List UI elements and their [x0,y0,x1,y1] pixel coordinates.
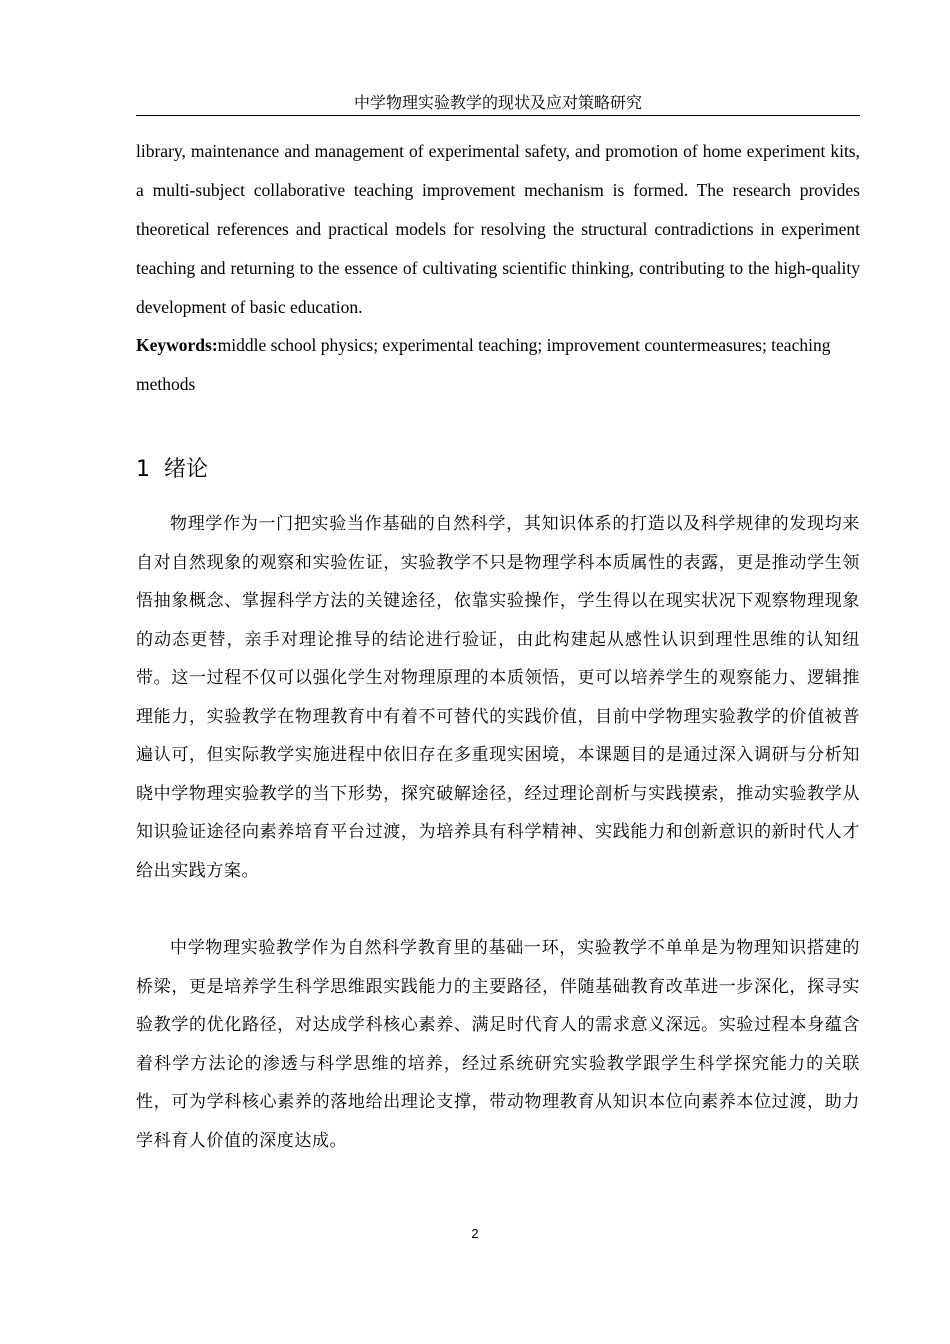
body-paragraph-2: 中学物理实验教学作为自然科学教育里的基础一环，实验教学不单单是为物理知识搭建的桥梁，更是培养学生科学思维跟实践能力的主要路径，伴随基础教育改革进一步深化，探寻实验教学的优化路径，对达成学科核心素养、满足时代育人的需求意义深远。实验过程本身蕴含着科学方法论的渗透与科学思维的培养，经过系统研究实验教学跟学生科学探究能力的关联性，可为学科核心素养的落地给出理论支撑，带动物理教育从知识本位向素养本位过渡，助力学科育人价值的深度达成。 [136,938,860,1151]
section-number: 1 [136,457,150,482]
abstract-english-continuation: library, maintenance and management of experimental safety, and promotion of home experiment kits, a multi-subject collaborative teaching improvement mechanism is formed. The research provides theoretical references and practical models for resolving the structural contradictions in experiment teaching and returning to the essence of cultivating scientific thinking, contributing to the high-quality development of basic education. [136,141,860,317]
keywords-line [136,326,860,404]
keywords-label: Keywords: [136,335,218,355]
section-title-text: 绪论 [164,457,209,482]
section-heading [136,452,208,488]
keywords-text: middle school physics; experimental teaching; improvement countermeasures; teaching methods [136,335,831,394]
running-header: 中学物理实验教学的现状及应对策略研究 [136,92,860,116]
body-paragraph-1: 物理学作为一门把实验当作基础的自然科学，其知识体系的打造以及科学规律的发现均来自对自然现象的观察和实验佐证，实验教学不只是物理学科本质属性的表露，更是推动学生领悟抽象概念、掌握科学方法的关键途径，依靠实验操作，学生得以在现实状况下观察物理现象的动态更替，亲手对理论推导的结论进行验证，由此构建起从感性认识到理性思维的认知纽带。这一过程不仅可以强化学生对物理原理的本质领悟，更可以培养学生的观察能力、逻辑推理能力，实验教学在物理教育中有着不可替代的实践价值，目前中学物理实验教学的价值被普遍认可，但实际教学实施进程中依旧存在多重现实困境，本课题目的是通过深入调研与分析知晓中学物理实验教学的当下形势，探究破解途径，经过理论剖析与实践摸索，推动实验教学从知识验证途径向素养培育平台过渡，为培养具有科学精神、实践能力和创新意识的新时代人才给出实践方案。 [136,514,860,881]
page-number: 2 [471,1226,479,1241]
